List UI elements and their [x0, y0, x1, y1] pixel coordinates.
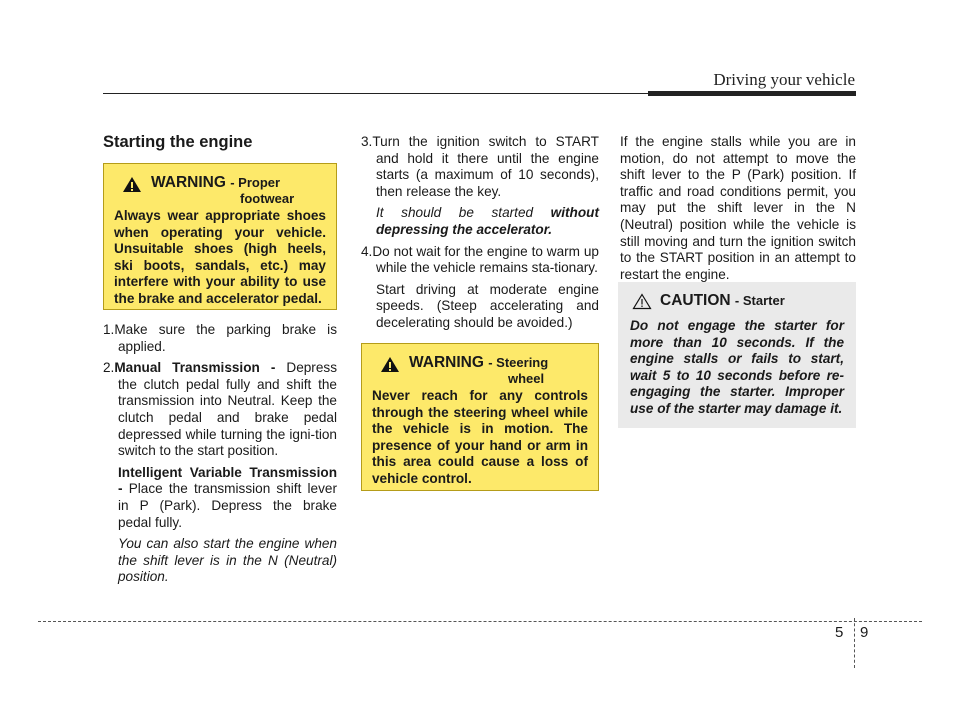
- page-number-separator: [854, 618, 855, 668]
- footer-rule: [38, 621, 922, 622]
- warning-subtitle-line2: wheel: [508, 371, 545, 386]
- caution-body: Do not engage the starter for more than 10 seconds. If the engine stalls or fails to start, wait 5 to 10 seconds before re-engaging the starter. Improper use of the starter may damage it.: [630, 318, 844, 416]
- step-2-heading: Manual Transmission -: [114, 360, 287, 376]
- warning-label: WARNING - Steering: [409, 354, 549, 371]
- warning-header: [114, 174, 326, 208]
- warning-label: WARNING - Proper: [151, 174, 281, 191]
- warning-body: Always wear appropriate shoes when operating your vehicle. Unsuitable shoes (high heels, ski boots, sandals, etc.) may interfere with your ability to use the brake and accelerator pedal.: [114, 208, 326, 306]
- stall-paragraph: If the engine stalls while you are in motion, do not attempt to move the shift lever to the P (Park) position. If traffic and road conditions permit, you may put the shift lever in the N (Neutral) position while the vehicle is still moving and turn the ignition switch to the START position in an attempt to restart the engine.: [620, 134, 856, 282]
- caution-header: [630, 292, 844, 318]
- step-1: 1.Make sure the parking brake is applied.: [103, 322, 337, 354]
- step-3: 3.Turn the ignition switch to START and hold it there until the engine starts (a maximum of 10 seconds), then release the key.: [361, 134, 599, 199]
- step-4-note: Start driving at moderate engine speeds. (Steep accelerating and decelerating should be avoided.): [376, 281, 599, 330]
- ivt-paragraph: Intelligent Variable Transmission - Place the transmission shift lever in P (Park). Depress the brake pedal fully.: [118, 464, 337, 530]
- warning-header: [372, 354, 588, 388]
- caution-triangle-icon: [632, 293, 652, 310]
- section-title: Starting the engine: [103, 133, 253, 151]
- warning-box-steering: [361, 343, 599, 491]
- ivt-note: You can also start the engine when the shift lever is in the N (Neutral) position.: [118, 536, 337, 585]
- step-3-note: It should be started without depressing the accelerator.: [376, 205, 599, 237]
- warning-subtitle-line2: footwear: [240, 191, 295, 206]
- steps-column-1: [103, 322, 337, 591]
- warning-triangle-icon: [122, 176, 142, 193]
- chapter-number: 5: [835, 624, 844, 641]
- warning-body: Never reach for any controls through the steering wheel while the vehicle is in motion. The presence of your hand or arm in this area could cause a loss of vehicle control.: [372, 388, 588, 486]
- step-4: 4.Do not wait for the engine to warm up while the vehicle remains sta-tionary.: [361, 243, 599, 276]
- warning-box-footwear: [103, 163, 337, 310]
- header-title: Driving your vehicle: [713, 70, 855, 89]
- warning-triangle-icon: [380, 356, 400, 373]
- header-rule-accent: [648, 91, 856, 96]
- ivt-heading: Intelligent Variable Transmission -: [118, 464, 337, 497]
- caution-box-starter: [618, 282, 856, 428]
- caution-label: CAUTION - Starter: [660, 292, 785, 309]
- page-number: 9: [860, 624, 869, 641]
- caution-subtitle: - Starter: [734, 293, 785, 308]
- step-2: 2.Manual Transmission - Depress the clutch pedal fully and shift the transmission into Neutral. Keep the clutch pedal and brake pedal depressed while turning the igni-tion switch to the start position.: [103, 360, 337, 459]
- warning-subtitle: - Proper: [230, 175, 281, 190]
- warning-subtitle: - Steering: [488, 355, 549, 370]
- steps-column-2: [361, 134, 599, 337]
